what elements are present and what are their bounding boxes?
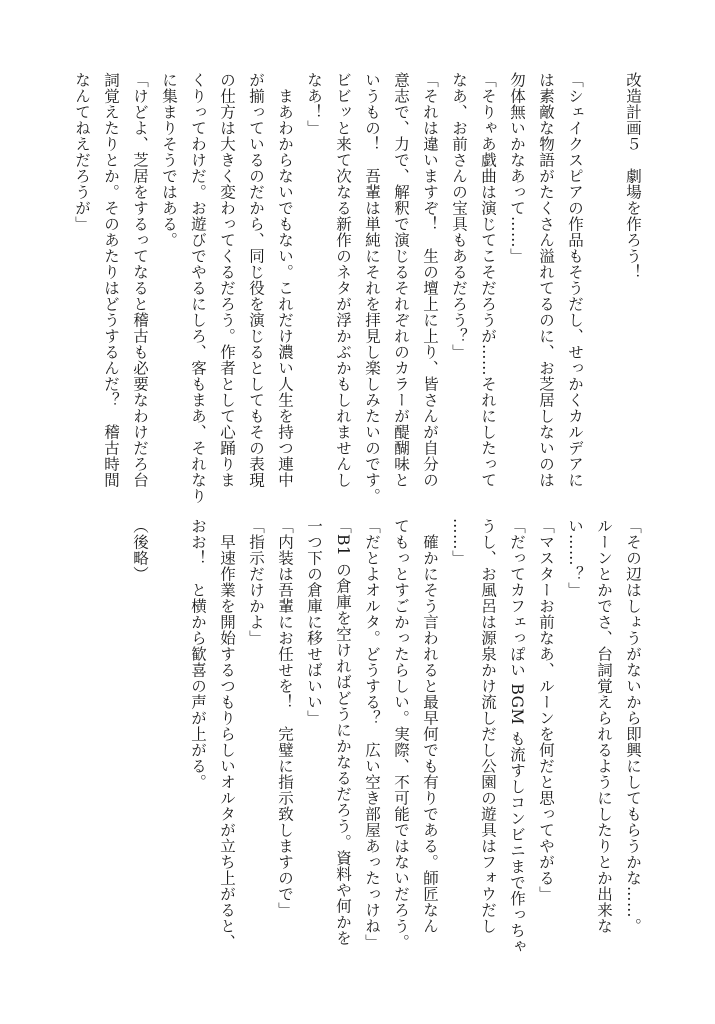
text-line: 「けどよ、芝居をするってなると稽古も必要なわけだろ台 bbox=[131, 72, 149, 488]
text-line bbox=[589, 72, 618, 492]
text-line: 勿体無いかなあって……」 bbox=[508, 72, 526, 264]
text-line: てもっとすごかったらしい。実際、不可能ではないだろう。 bbox=[392, 518, 410, 950]
text-line: ……」 bbox=[450, 518, 468, 566]
text-line: まあわからないでもない。これだけ濃い人生を持つ連中 bbox=[276, 72, 294, 488]
text-line: 改造計画５ 劇場を作ろう！ bbox=[624, 72, 642, 280]
text-line: に集まりそうではある。 bbox=[160, 72, 178, 248]
lower-text-block bbox=[125, 518, 647, 958]
text-line: 「その辺はしょうがないから即興にしてもらうかな……。 bbox=[624, 518, 642, 934]
text-line: （後略） bbox=[131, 518, 149, 582]
text-line: なあ、お前さんの宝具もあるだろう？」 bbox=[450, 72, 468, 360]
text-line: いうもの！ 吾輩は単純にそれを拝見し楽しみたいのです。 bbox=[363, 72, 381, 504]
text-line: い……？」 bbox=[566, 518, 584, 598]
text-line: 「B1 の倉庫を空ければどうにかなるだろう。資料や何かを bbox=[334, 518, 352, 946]
text-line: 「内装は吾輩にお任せを！ 完璧に指示致しますので」 bbox=[276, 518, 294, 918]
text-line: なんてねえだろうが」 bbox=[73, 72, 91, 232]
text-line: ルーンとかでさ、台詞覚えられるようにしたりとか出来な bbox=[595, 518, 613, 934]
text-line bbox=[154, 518, 183, 958]
text-line: おお！ と横から歓喜の声が上がる。 bbox=[189, 518, 207, 790]
text-line: 一つ下の倉庫に移せばいい」 bbox=[305, 518, 323, 726]
upper-text-block bbox=[67, 72, 647, 504]
text-line: が揃っているのだから、同じ役を演じるとしてもその表現 bbox=[247, 72, 265, 488]
text-line: 「だってカフェっぽい BGM も流すしコンビニまで作っちゃ bbox=[508, 518, 526, 955]
text-line: の仕方は大きく変わってくるだろう。作者として心踊りま bbox=[218, 72, 236, 488]
text-line: 「シェイクスピアの作品もそうだし、せっかくカルデアに bbox=[566, 72, 584, 488]
text-line: 意志で、力で、解釈で演じるそれぞれのカラーが醍醐味と bbox=[392, 72, 410, 488]
text-line: なあ！」 bbox=[305, 72, 323, 136]
text-line: 「指示だけかよ」 bbox=[247, 518, 265, 646]
text-line: 「そりゃあ戯曲は演じてこそだろうが……それにしたって bbox=[479, 72, 497, 488]
text-line: くりってわけだ。お遊びでやるにしろ、客もまあ、それなり bbox=[189, 72, 207, 504]
text-line: 早速作業を開始するつもりらしいオルタが立ち上がると、 bbox=[218, 518, 236, 950]
text-line: は素敵な物語がたくさん溢れてるのに、お芝居しないのは bbox=[537, 72, 555, 488]
text-line: ビビッと来て次なる新作のネタが浮かぶかもしれませんし bbox=[334, 72, 352, 488]
text-line: 「マスターお前なあ、ルーンを何だと思ってやがる」 bbox=[537, 518, 555, 902]
text-line: うし、お風呂は源泉かけ流しだし公園の遊具はフォウだし bbox=[479, 518, 497, 934]
text-line: 詞覚えたりとか。そのあたりはどうするんだ？ 稽古時間 bbox=[102, 72, 120, 488]
text-line: 「だとよオルタ。どうする？ 広い空き部屋あったっけね」 bbox=[363, 518, 381, 950]
text-line: 確かにそう言われると最早何でも有りである。師匠なん bbox=[421, 518, 439, 934]
text-line: 「それは違いますぞ！ 生の壇上に上り、皆さんが自分の bbox=[421, 72, 439, 488]
